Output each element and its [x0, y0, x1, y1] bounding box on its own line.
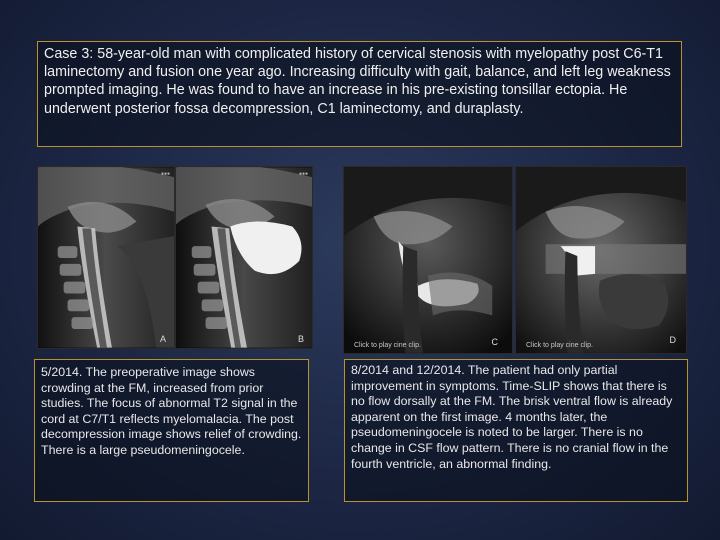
mri-panel-b: [175, 166, 313, 349]
mri-panel-c[interactable]: [343, 166, 513, 354]
caption-right: 8/2014 and 12/2014. The patient had only partial improvement in symptoms. Time-SLIP shows that there is no flow dorsally at the FM. The brisk ventral flow is already apparent on the first image. 4 months later, the pseudomeningocele is noted to be larger. There is no change in CSF flow pattern. There is no cranial flow in the fourth ventricle, an abnormal finding.: [351, 363, 673, 471]
intro-text: Case 3: 58-year-old man with complicated history of cervical stenosis with myelopathy post C6-T1 laminectomy and fusion one year ago. Increasing difficulty with gait, balance, and left leg weakness prompted imaging. He was found to have an increase in his pre-existing tonsillar ectopia. He underwent posterior fossa decompression, C1 laminectomy, and duraplasty.: [44, 46, 671, 117]
panel-label-a: A: [159, 334, 166, 344]
mri-image-d: [516, 167, 686, 353]
mri-image-b: [176, 167, 312, 348]
caption-left: 5/2014. The preoperative image shows crowding at the FM, increased from prior studies. The focus of abnormal T2 signal in the cord at C7/T1 reflects myelomalacia. The post decompression image shows relief of crowding. There is a large pseudomeningocele.: [41, 365, 302, 457]
panel-label-c: C: [491, 337, 498, 347]
mri-image-c: [344, 167, 512, 353]
scanner-annotation: ▪▪▪: [298, 171, 308, 177]
cine-clip-link-c[interactable]: Click to play cine clip.: [354, 342, 421, 349]
mri-panel-d[interactable]: [515, 166, 687, 354]
scanner-annotation: ▪▪▪: [160, 171, 170, 177]
panel-label-b: B: [297, 334, 304, 344]
intro-text-box: [37, 41, 682, 147]
mri-panel-a: [37, 166, 175, 349]
caption-left-box: [34, 359, 309, 502]
mri-image-a: [38, 167, 174, 348]
panel-label-d: D: [669, 335, 676, 345]
cine-clip-link-d[interactable]: Click to play cine clip.: [526, 342, 593, 349]
caption-right-box: [344, 359, 688, 502]
